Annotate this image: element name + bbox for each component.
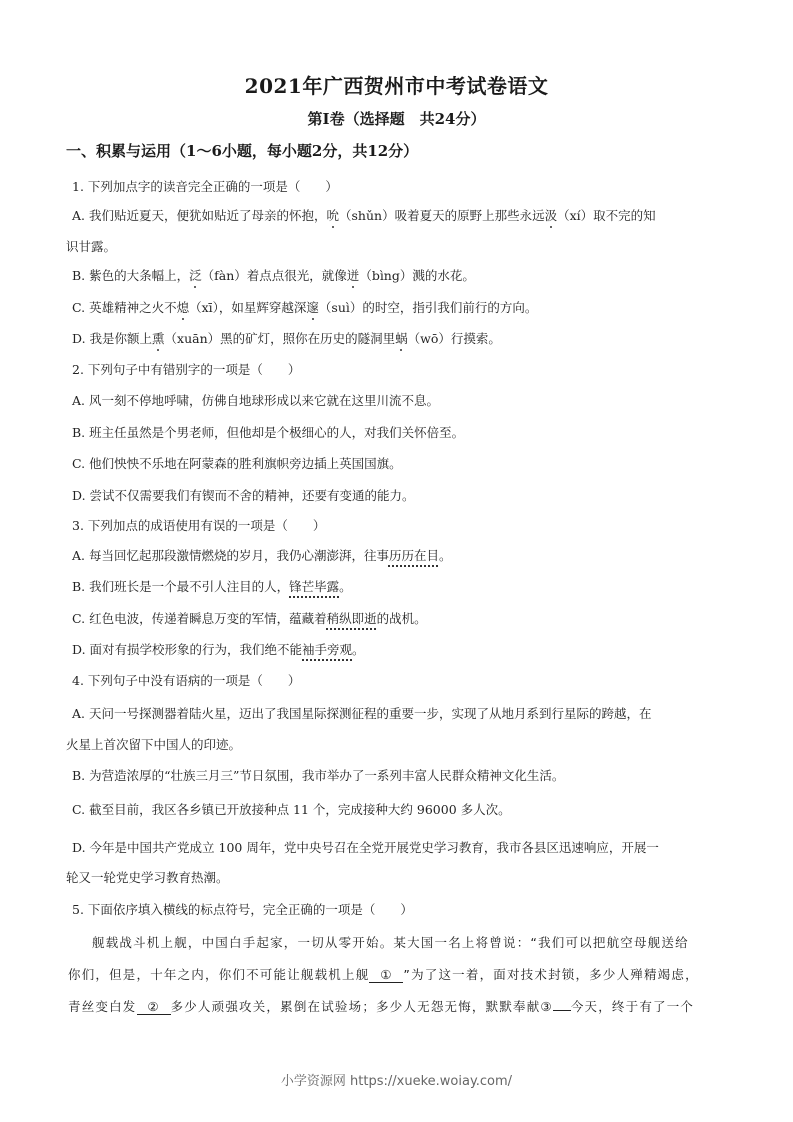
question-1-option-c bbox=[72, 298, 537, 316]
fill-blank-2: ② bbox=[137, 999, 171, 1015]
question-2-option-a: A. 风一刻不停地呼啸，仿佛自地球形成以来它就在这里川流不息。 bbox=[72, 393, 439, 408]
option-text: （bìng）溅的水花。 bbox=[359, 268, 475, 283]
passage-text: 青丝变白发 bbox=[68, 999, 137, 1014]
option-text: D. 面对有损学校形象的行为，我们绝不能 bbox=[72, 642, 303, 657]
question-3-option-a bbox=[72, 546, 452, 564]
option-text: C. 红色电波，传递着瞬息万变的军情，蕴藏着 bbox=[72, 611, 327, 626]
question-2-option-c: C. 他们怏怏不乐地在阿蒙森的胜利旗帜旁边插上英国国旗。 bbox=[72, 456, 402, 471]
question-4-option-a-cont: 火星上首次留下中国人的印迹。 bbox=[66, 737, 242, 752]
emphasized-char: 熏 bbox=[152, 331, 165, 346]
emphasized-idiom: 锋芒毕露 bbox=[289, 579, 340, 594]
question-1-option-d bbox=[72, 329, 501, 347]
passage-text: 多少人顽强攻关，累倒在试验场；多少人无怨无悔，默默奉献③ bbox=[170, 999, 553, 1014]
question-4-option-c: C. 截至目前，我区各乡镇已开放接种点 11 个，完成接种大约 96000 多人次。 bbox=[72, 802, 511, 817]
option-text: （fàn）着点点很光，就像 bbox=[201, 268, 347, 283]
question-3-stem: 3. 下列加点的成语使用有误的一项是（ ） bbox=[72, 518, 326, 533]
option-text: （wō）行摸索。 bbox=[407, 331, 501, 346]
emphasized-char: 邃 bbox=[306, 300, 319, 315]
question-4-option-b: B. 为营造浓厚的“壮族三月三”节日氛围，我市举办了一系列丰富人民群众精神文化生活。 bbox=[72, 768, 565, 783]
passage-line-3 bbox=[68, 997, 694, 1015]
question-3-option-d bbox=[72, 640, 365, 658]
option-text: （suì）的时空，指引我们前行的方向。 bbox=[318, 300, 538, 315]
option-text: （xí）取不完的知 bbox=[557, 208, 656, 223]
fill-blank-3 bbox=[553, 1010, 571, 1011]
paper-subtitle: 第Ⅰ卷（选择题 共24分） bbox=[307, 110, 486, 128]
question-1-option-a bbox=[72, 206, 656, 224]
option-text: 。 bbox=[439, 548, 452, 563]
emphasized-idiom: 稍纵即逝 bbox=[326, 611, 377, 626]
emphasized-char: 汲 bbox=[544, 208, 558, 223]
question-2-option-d: D. 尝试不仅需要我们有锲而不舍的精神，还要有变通的能力。 bbox=[72, 488, 415, 503]
option-text: （xuān）黑的矿灯，照你在历史的隧洞里 bbox=[164, 331, 396, 346]
passage-text: ”为了这一着，面对技术封锁，多少人殚精竭虑， bbox=[403, 967, 699, 982]
emphasized-char: 吮 bbox=[326, 208, 339, 223]
option-text: D. 我是你额上 bbox=[72, 331, 153, 346]
question-4-option-d: D. 今年是中国共产党成立 100 周年，党中央号召在全党开展党史学习教育，我市各县区迅速响应，开展一 bbox=[72, 840, 659, 855]
option-text: 。 bbox=[339, 579, 352, 594]
emphasized-char: 泛 bbox=[189, 268, 202, 283]
question-1-option-a-cont: 识甘露。 bbox=[66, 239, 117, 254]
question-4-option-d-cont: 轮又一轮党史学习教育热潮。 bbox=[66, 870, 229, 885]
passage-text: 你们，但是，十年之内，你们不可能让舰载机上舰 bbox=[68, 967, 370, 982]
question-5-stem: 5. 下面依序填入横线的标点符号，完全正确的一项是（ ） bbox=[72, 902, 413, 917]
option-text: A. 每当回忆起那段激情燃烧的岁月，我仍心潮澎湃，往事 bbox=[72, 548, 389, 563]
passage-text: 今天，终于有了一个 bbox=[570, 999, 695, 1014]
emphasized-char: 迸 bbox=[346, 268, 360, 283]
question-4-option-a: A. 天问一号探测器着陆火星，迈出了我国星际探测征程的重要一步，实现了从地月系到行星际的跨越，在 bbox=[72, 706, 652, 721]
option-text: B. 我们班长是一个最不引人注目的人， bbox=[72, 579, 290, 594]
passage-line-1: 舰载战斗机上舰，中国白手起家，一切从零开始。某大国一名上将曾说：“我们可以把航空母舰送给 bbox=[92, 935, 689, 950]
question-2-option-b: B. 班主任虽然是个男老师，但他却是个极细心的人，对我们关怀倍至。 bbox=[72, 425, 465, 440]
question-2-stem: 2. 下列句子中有错别字的一项是（ ） bbox=[72, 362, 301, 377]
footer-watermark: 小学资源网 https://xueke.woiay.com/ bbox=[280, 1074, 513, 1089]
question-3-option-b bbox=[72, 577, 352, 595]
emphasized-char: 熄 bbox=[176, 300, 190, 315]
question-1-stem: 1. 下列加点字的读音完全正确的一项是（ ） bbox=[72, 179, 338, 194]
option-text: 的战机。 bbox=[376, 611, 427, 626]
option-text: 。 bbox=[352, 642, 365, 657]
section-heading: 一、积累与运用（1～6小题，每小题2分，共12分） bbox=[66, 142, 419, 160]
passage-line-2 bbox=[68, 965, 699, 983]
option-text: A. 我们贴近夏天，便犹如贴近了母亲的怀抱， bbox=[72, 208, 327, 223]
emphasized-idiom: 袖手旁观 bbox=[302, 642, 353, 657]
option-text: （shǔn）吸着夏天的原野上那些永远 bbox=[339, 208, 545, 223]
option-text: B. 紫色的大条幅上， bbox=[72, 268, 190, 283]
question-3-option-c bbox=[72, 609, 427, 627]
emphasized-char: 蜗 bbox=[395, 331, 408, 346]
page-title: 2021年广西贺州市中考试卷语文 bbox=[244, 74, 549, 98]
option-text: C. 英雄精神之火不 bbox=[72, 300, 177, 315]
emphasized-idiom: 历历在目 bbox=[388, 548, 439, 563]
question-1-option-b bbox=[72, 266, 475, 284]
option-text: （xī），如星辉穿越深 bbox=[189, 300, 307, 315]
fill-blank-1: ① bbox=[369, 967, 403, 983]
question-4-stem: 4. 下列句子中没有语病的一项是（ ） bbox=[72, 673, 301, 688]
